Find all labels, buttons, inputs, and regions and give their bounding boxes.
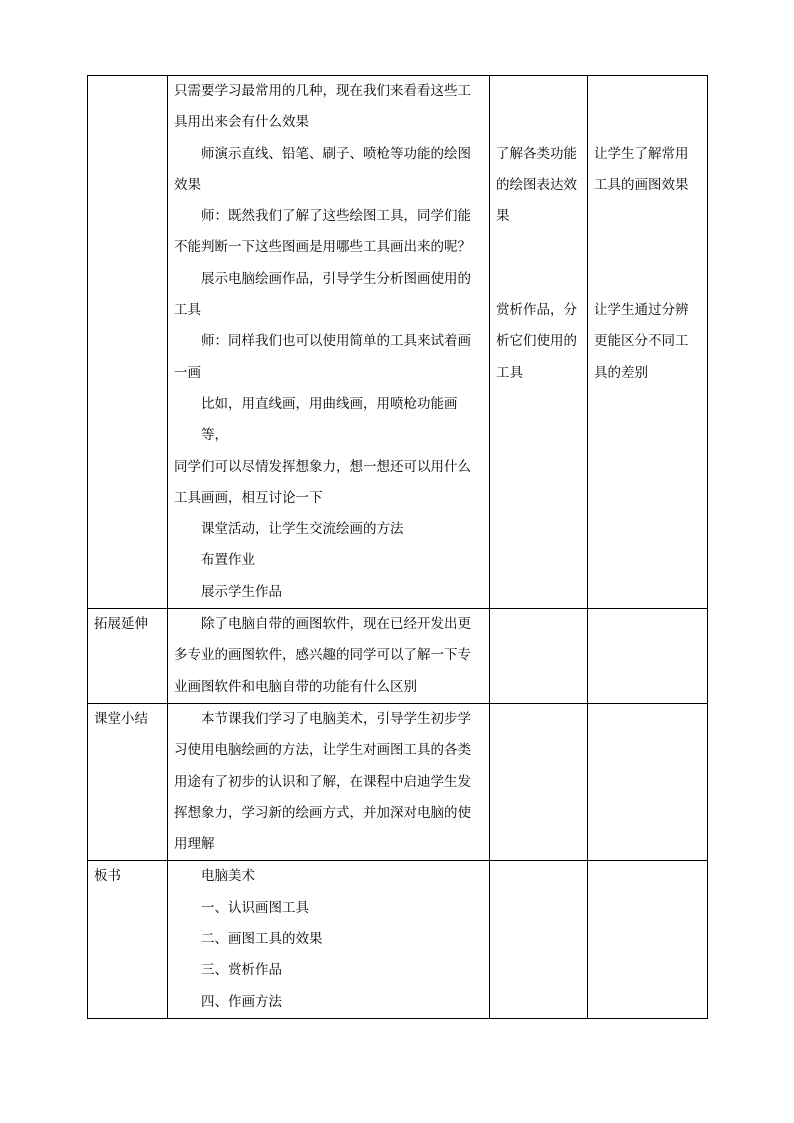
text-line: 同学们可以尽情发挥想象力，想一想还可以用什么: [174, 458, 471, 475]
stage-label-blackboard: 板书: [88, 861, 168, 1018]
student-activity-line: 析它们使用的: [496, 333, 577, 350]
empty-cell: [490, 861, 588, 1018]
stage-label-extension: 拓展延伸: [88, 609, 168, 704]
text-line: 二、画图工具的效果: [201, 931, 323, 948]
text-line: 比如，用直线画，用曲线画，用喷枪功能画等，: [201, 395, 458, 444]
text-line: 用理解: [174, 836, 215, 853]
student-activity-line: 果: [496, 208, 510, 225]
design-intent-line: 具的差别: [594, 364, 648, 381]
design-intent-line: 让学生通过分辨: [594, 302, 689, 319]
student-activity-line: 赏析作品，分: [496, 302, 577, 319]
text-line: 一画: [174, 364, 201, 381]
design-intent-line: 让学生了解常用: [594, 145, 689, 162]
text-line: 习使用电脑绘画的方法，让学生对画图工具的各类: [174, 742, 471, 759]
text-line: 业画图软件和电脑自带的功能有什么区别: [174, 678, 417, 695]
text-line: 布置作业: [201, 552, 255, 569]
text-line: 四、作画方法: [201, 993, 282, 1010]
summary-content-cell: [168, 703, 490, 860]
text-line: 不能判断一下这些图画是用哪些工具画出来的呢？: [174, 239, 471, 256]
text-line: 师：同样我们也可以使用简单的工具来试着画: [201, 333, 471, 350]
text-line: 除了电脑自带的画图软件，现在已经开发出更: [201, 616, 471, 633]
student-activity-line: 了解各类功能: [496, 145, 577, 162]
text-line: 三、赏析作品: [201, 962, 282, 979]
text-line: 工具: [174, 302, 201, 319]
extension-row: [88, 609, 708, 704]
empty-cell: [588, 703, 708, 860]
text-line: 展示学生作品: [201, 583, 282, 600]
student-activity-cell: [490, 76, 588, 609]
text-line: 课堂活动，让学生交流绘画的方法: [201, 521, 404, 538]
text-line: 工具画画，相互讨论一下: [174, 489, 323, 506]
stage-cell: [88, 76, 168, 609]
text-line: 用途有了初步的认识和了解，在课程中启迪学生发: [174, 773, 471, 790]
text-line: 效果: [174, 176, 201, 193]
empty-cell: [490, 609, 588, 704]
summary-row: [88, 703, 708, 860]
design-intent-line: 工具的画图效果: [594, 176, 689, 193]
text-line: 具用出来会有什么效果: [174, 114, 309, 131]
extension-content-cell: [168, 609, 490, 704]
student-activity-line: 的绘图表达效: [496, 176, 577, 193]
text-line: 只需要学习最常用的几种，现在我们来看看这些工: [174, 83, 471, 99]
text-line: 挥想象力，学习新的绘画方式，并加深对电脑的使: [174, 804, 471, 821]
design-intent-line: 更能区分不同工: [594, 333, 689, 350]
empty-cell: [490, 703, 588, 860]
text-line: 多专业的画图软件，感兴趣的同学可以了解一下专: [174, 647, 471, 664]
blackboard-content-cell: [168, 861, 490, 1018]
teaching-process-row: [88, 76, 708, 609]
text-line: 电脑美术: [201, 868, 255, 885]
empty-cell: [588, 861, 708, 1018]
lesson-plan-table: [87, 75, 708, 1019]
empty-cell: [588, 609, 708, 704]
text-line: 师：既然我们了解了这些绘图工具，同学们能: [201, 208, 471, 225]
stage-label-summary: 课堂小结: [88, 703, 168, 860]
text-line: 本节课我们学习了电脑美术，引导学生初步学: [201, 710, 471, 727]
design-intent-cell: [588, 76, 708, 609]
text-line: 师演示直线、铅笔、刷子、喷枪等功能的绘图: [201, 145, 471, 162]
teacher-activity-cell: [168, 76, 490, 609]
student-activity-line: 工具: [496, 364, 523, 381]
text-line: 一、认识画图工具: [201, 899, 309, 916]
text-line: 展示电脑绘画作品，引导学生分析图画使用的: [201, 270, 471, 287]
blackboard-row: [88, 861, 708, 1018]
